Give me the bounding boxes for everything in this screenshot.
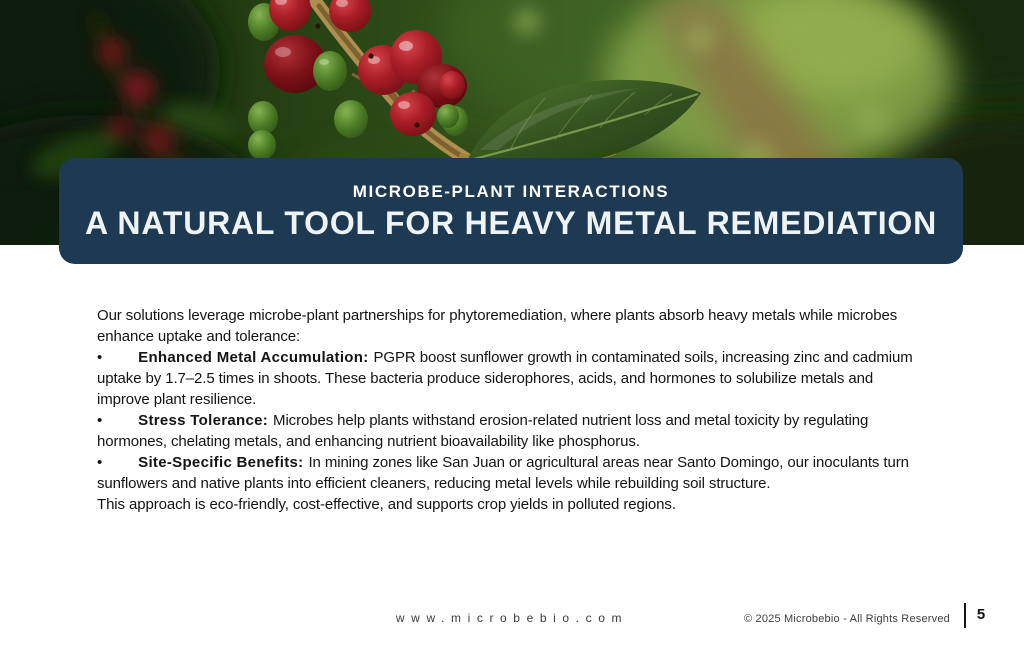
bullet-item <box>97 410 917 452</box>
bullet-item <box>97 347 917 410</box>
bullet-text: In mining zones like San Juan or agricultural areas near Santo Domingo, our inoculants turn sunflowers and native plants into efficient cleaners, reducing metal levels while rebuilding soil structure. <box>97 454 909 492</box>
footer-copyright: © 2025 Microbebio - All Rights Reserved <box>743 613 950 625</box>
page-number: 5 <box>976 606 986 623</box>
bullet-text: Microbes help plants withstand erosion-related nutrient loss and metal toxicity by regulating hormones, chelating metals, and enhancing nutrient bioavailability like phosphorus. <box>97 412 869 450</box>
body-copy <box>97 305 917 515</box>
bullet-marker: • <box>97 412 103 429</box>
closing-paragraph: This approach is eco-friendly, cost-effective, and supports crop yields in polluted regions. <box>97 496 676 513</box>
page-title: A NATURAL TOOL FOR HEAVY METAL REMEDIATION <box>85 205 937 241</box>
bullet-marker: • <box>97 454 103 471</box>
bullet-text: PGPR boost sunflower growth in contaminated soils, increasing zinc and cadmium uptake by 1.7–2.5 times in shoots. These bacteria produce siderophores, acids, and hormones to solubilize metals and improve plant resilience. <box>97 349 913 408</box>
bullet-label: Site-Specific Benefits: <box>138 454 304 471</box>
title-banner <box>59 158 963 264</box>
bullet-marker: • <box>97 349 103 366</box>
bullet-label: Stress Tolerance: <box>138 412 269 429</box>
footer-divider <box>964 603 966 628</box>
bullet-item <box>97 452 917 494</box>
intro-paragraph: Our solutions leverage microbe-plant partnerships for phytoremediation, where plants absorb heavy metals while microbes enhance uptake and tolerance: <box>97 307 898 345</box>
footer-website: www.microbebio.com <box>395 611 629 625</box>
banner-eyebrow: MICROBE-PLANT INTERACTIONS <box>352 182 670 201</box>
bullet-label: Enhanced Metal Accumulation: <box>138 349 369 366</box>
